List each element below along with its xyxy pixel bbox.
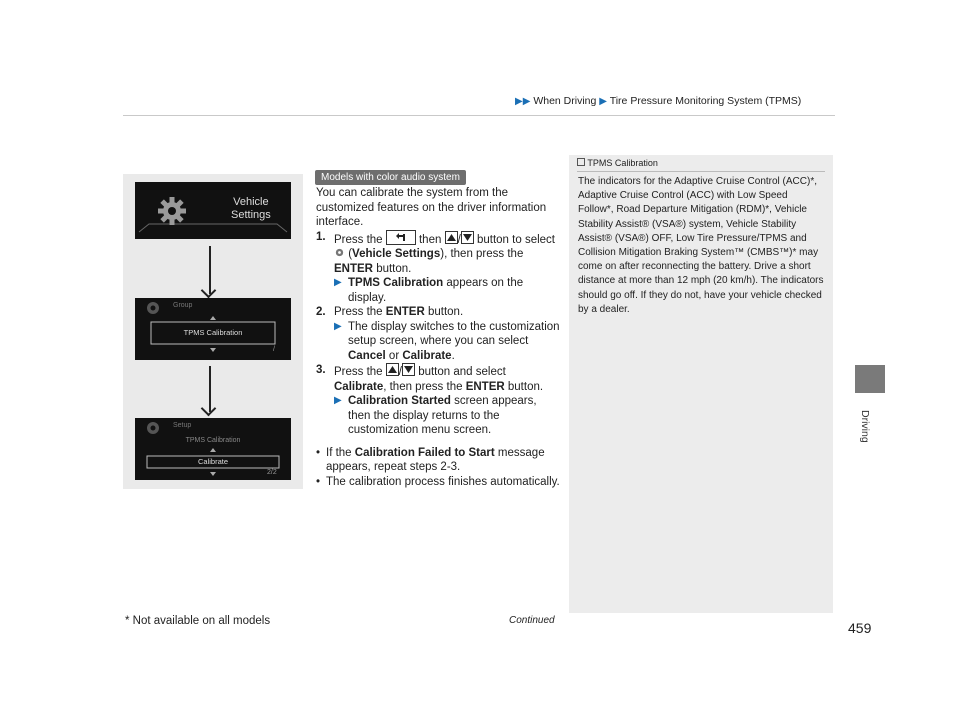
vehicle-settings-label: Vehicle Settings bbox=[352, 248, 441, 260]
step-text: Press the bbox=[334, 233, 383, 246]
step-text: then bbox=[418, 233, 442, 246]
step-text: , then press the bbox=[383, 380, 463, 393]
note-box bbox=[569, 155, 833, 613]
instructions bbox=[316, 186, 561, 489]
bullet-item: • If the Calibration Failed to Start message appears, repeat steps 2-3. bbox=[316, 446, 561, 475]
result-arrow-icon: ▶ bbox=[334, 395, 342, 406]
step-2 bbox=[316, 305, 561, 363]
breadcrumb-item: Tire Pressure Monitoring System (TPMS) bbox=[609, 95, 802, 107]
step-number: 1. bbox=[316, 230, 326, 243]
group-label: Group bbox=[173, 302, 193, 309]
breadcrumb-arrow-icon: ▶ bbox=[599, 96, 607, 107]
continued-label: Continued bbox=[509, 615, 555, 626]
model-tag: Models with color audio system bbox=[315, 170, 466, 185]
step-text: button. bbox=[427, 306, 464, 318]
step-number: 3. bbox=[316, 364, 326, 376]
breadcrumb bbox=[515, 95, 801, 107]
scroll-down-icon bbox=[461, 231, 474, 244]
tpms-calibration-screen bbox=[135, 298, 291, 360]
screen-title: TPMS Calibration bbox=[185, 437, 241, 444]
menu-item: Calibrate bbox=[197, 457, 228, 466]
menu-item: TPMS Calibration bbox=[183, 328, 243, 337]
enter-label: ENTER bbox=[385, 306, 425, 318]
scroll-up-icon bbox=[386, 363, 399, 376]
page-indicator: / bbox=[273, 346, 275, 353]
step-text: ), then press the bbox=[440, 248, 524, 260]
info-button-icon bbox=[386, 230, 416, 245]
down-arrow-icon bbox=[209, 366, 211, 412]
calibrate-screen bbox=[135, 418, 291, 480]
breadcrumb-arrow-icon: ▶▶ bbox=[515, 96, 531, 107]
step-text: button. bbox=[376, 262, 412, 275]
header-divider bbox=[123, 115, 835, 116]
group-label: Setup bbox=[173, 422, 192, 429]
breadcrumb-item: When Driving bbox=[533, 95, 597, 107]
note-text: The indicators for the Adaptive Cruise Control (ACC)*, Adaptive Cruise Control (ACC) with Low Speed Follow*, Road Departure Mitigation (RDM)*, Vehicle Stability Assist® (VSA®) system, Vehicle Stability Assist® (VSA®) OFF, Low Tire Pressure/TPMS and Collision Mitigation Braking System™ (CMBS™)* may come on after reconnecting the battery. Drive a short distance at more than 12 mph (20 km/h). The indicators should go off. If they do not, have your vehicle checked by a dealer. bbox=[578, 176, 824, 315]
screen-title: Vehicle bbox=[233, 196, 269, 208]
step-3: 3. Press the / button and select Calibrate, then press the ENTER button. ▶ Calibration Started screen appears, then the display returns to the customization menu screen. bbox=[316, 363, 561, 438]
step-text: button. bbox=[507, 380, 544, 393]
down-arrow-icon bbox=[209, 246, 211, 294]
bullet-item: • The calibration process finishes automatically. bbox=[316, 475, 561, 490]
page-number: 459 bbox=[848, 620, 872, 636]
step-text: button to select bbox=[476, 233, 555, 246]
step-result: ▶ TPMS Calibration appears on the display. bbox=[334, 277, 524, 304]
intro-text: You can calibrate the system from the customized features on the driver information interface. bbox=[316, 187, 547, 228]
step-text: button and select bbox=[418, 366, 506, 378]
result-arrow-icon: ▶ bbox=[334, 320, 342, 332]
enter-label: ENTER bbox=[465, 380, 505, 393]
note-divider bbox=[577, 171, 825, 172]
gear-icon bbox=[334, 247, 345, 258]
screen-subtitle: Settings bbox=[231, 209, 271, 221]
step-text: Press the bbox=[334, 366, 383, 378]
step-1: 1. Press the then / button to select (Vehicle Settings), then press the ENTER button. ▶ TPMS Calibration appears on the display. bbox=[316, 230, 561, 306]
section-tab bbox=[855, 365, 885, 393]
step-text: Press the bbox=[334, 306, 383, 318]
page-indicator: 2/2 bbox=[267, 469, 277, 476]
step-result: ▶ Calibration Started screen appears, then the display returns to the customization menu screen. bbox=[334, 395, 537, 436]
step-number: 2. bbox=[316, 306, 326, 318]
result-arrow-icon: ▶ bbox=[334, 277, 342, 288]
enter-label: ENTER bbox=[334, 262, 373, 275]
note-icon bbox=[577, 158, 585, 166]
scroll-down-icon bbox=[402, 363, 415, 376]
calibrate-label: Calibrate bbox=[334, 380, 384, 393]
display-figure bbox=[123, 174, 303, 489]
scroll-up-icon bbox=[445, 231, 458, 244]
footnote: * Not available on all models bbox=[125, 615, 271, 627]
vehicle-settings-screen bbox=[135, 182, 291, 239]
note-title: TPMS Calibration bbox=[577, 158, 658, 168]
section-label: Driving bbox=[859, 410, 871, 443]
step-result: ▶ The display switches to the customization setup screen, where you can select Cancel or Calibrate. bbox=[334, 320, 560, 362]
